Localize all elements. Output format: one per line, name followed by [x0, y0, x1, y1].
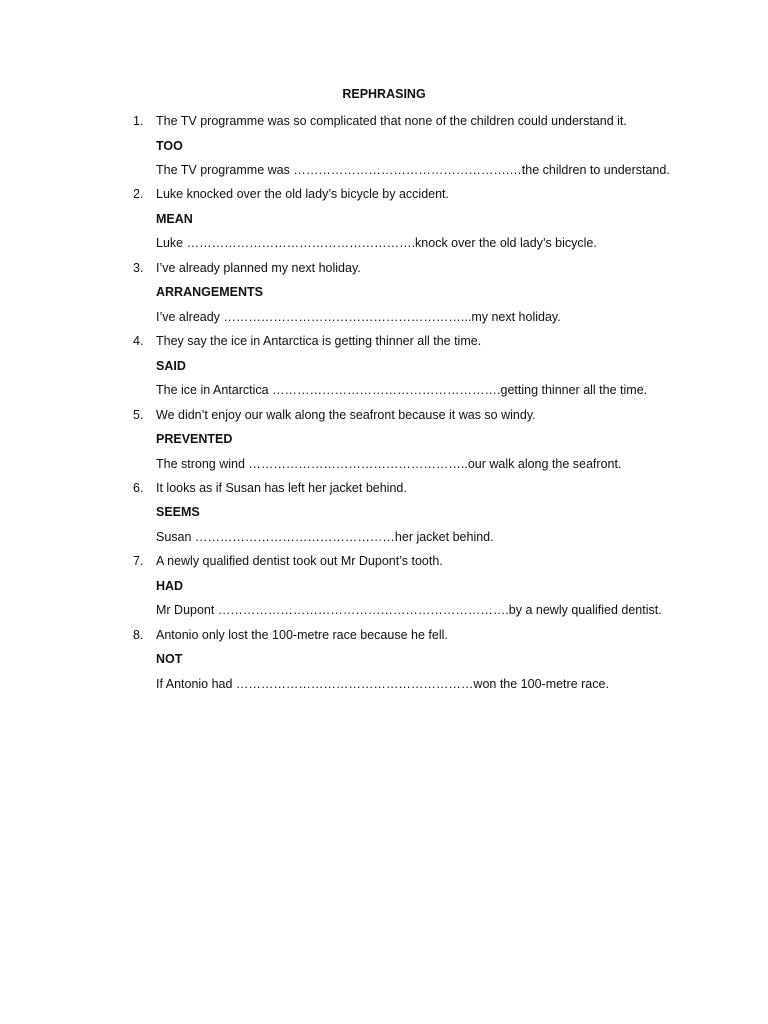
- question-keyword: NOT: [156, 652, 183, 667]
- question-keyword: ARRANGEMENTS: [156, 285, 263, 300]
- question-keyword: HAD: [156, 578, 184, 593]
- question-sentence: Antonio only lost the 100-metre race because he fell.: [156, 627, 448, 642]
- question-answer-line: If Antonio had …………………………………………………won the 100-metre race.: [156, 676, 609, 691]
- question-sentence: It looks as if Susan has left her jacket behind.: [156, 480, 407, 495]
- question-keyword: SEEMS: [156, 505, 200, 520]
- question-item-4: [0, 332, 768, 405]
- question-number: 8.: [133, 627, 144, 642]
- question-number: 1.: [133, 114, 144, 128]
- question-keyword: PREVENTED: [156, 432, 233, 447]
- question-number: 6.: [133, 480, 144, 495]
- question-answer-line: The strong wind ……………………………………………..our walk along the seafront.: [156, 456, 622, 471]
- question-sentence: We didn’t enjoy our walk along the seafront because it was so windy.: [156, 407, 536, 422]
- question-keyword: MEAN: [156, 211, 193, 226]
- question-sentence: The TV programme was so complicated that none of the children could understand it.: [156, 114, 627, 128]
- question-answer-line: Susan …………………………………………her jacket behind.: [156, 529, 494, 544]
- question-keyword: SAID: [156, 358, 186, 373]
- question-number: 3.: [133, 260, 144, 275]
- question-item-5: [0, 406, 768, 479]
- question-number: 7.: [133, 554, 144, 569]
- question-answer-line: Luke ……………………………………………….knock over the old lady’s bicycle.: [156, 236, 597, 251]
- question-item-7: [0, 552, 768, 625]
- question-item-3: [0, 259, 768, 332]
- question-sentence: A newly qualified dentist took out Mr Dupont’s tooth.: [156, 554, 443, 569]
- question-answer-line: Mr Dupont …………………………………………………………….by a newly qualified dentist.: [156, 603, 662, 618]
- document-title: REPHRASING: [342, 87, 426, 101]
- question-answer-line: I’ve already …………………………………………………...my next holiday.: [156, 309, 561, 324]
- question-sentence: Luke knocked over the old lady’s bicycle by accident.: [156, 187, 449, 202]
- question-answer-line: The TV programme was …………………………………………….…the children to understand.: [156, 163, 670, 177]
- question-answer-line: The ice in Antarctica ……………………………………………….getting thinner all the time.: [156, 383, 648, 398]
- question-item-8: [0, 626, 768, 699]
- question-keyword: TOO: [156, 138, 183, 153]
- question-item-6: [0, 479, 768, 552]
- question-number: 2.: [133, 187, 144, 202]
- question-sentence: I’ve already planned my next holiday.: [156, 260, 361, 275]
- question-number: 5.: [133, 407, 144, 422]
- question-number: 4.: [133, 334, 144, 349]
- question-item-1: [0, 112, 768, 185]
- question-sentence: They say the ice in Antarctica is getting thinner all the time.: [156, 334, 482, 349]
- question-item-2: [0, 185, 768, 258]
- question-list: [0, 112, 768, 699]
